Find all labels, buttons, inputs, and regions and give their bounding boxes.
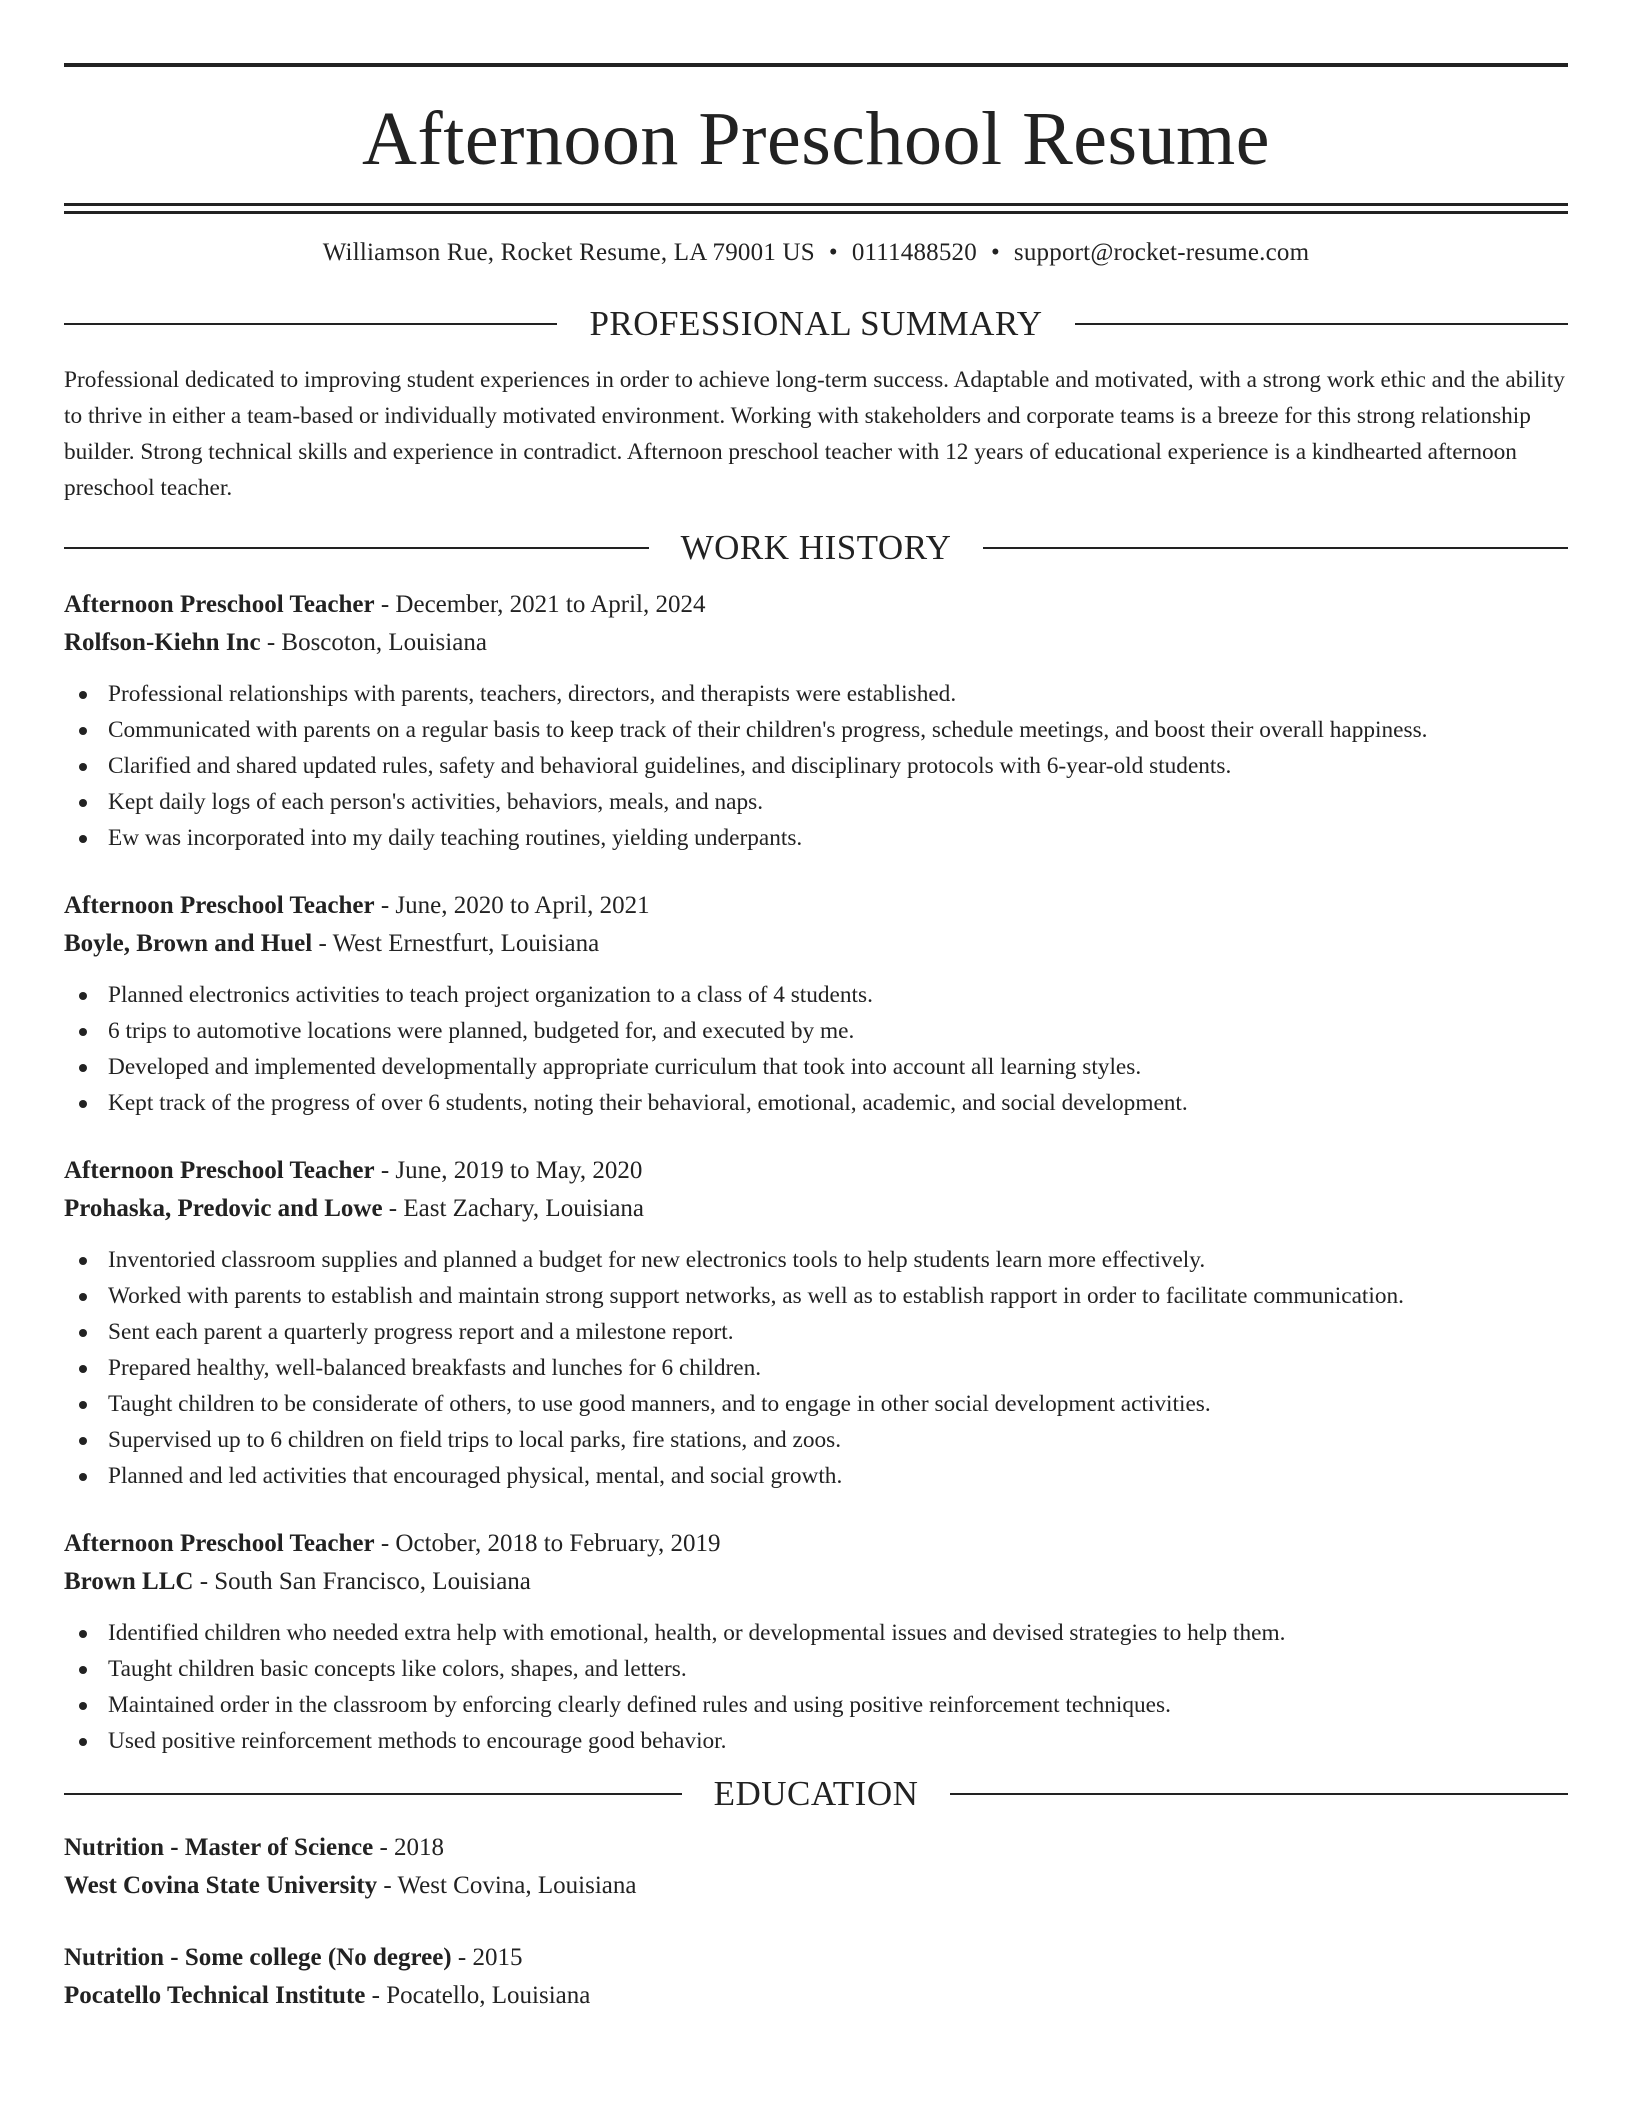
duty-item: Maintained order in the classroom by enforcing clearly defined rules and using positive reinforcement techniques. (64, 1687, 1568, 1723)
duty-item: Supervised up to 6 children on field trips to local parks, fire stations, and zoos. (64, 1422, 1568, 1458)
job-title-line (64, 586, 1568, 624)
job-title: Afternoon Preschool Teacher (64, 1157, 375, 1184)
contact-address: Williamson Rue, Rocket Resume, LA 79001 US (322, 239, 815, 266)
job-title: Afternoon Preschool Teacher (64, 1530, 375, 1557)
duty-item: Kept daily logs of each person's activities, behaviors, meals, and naps. (64, 784, 1568, 820)
duty-item: Used positive reinforcement methods to encourage good behavior. (64, 1723, 1568, 1759)
duty-item: Inventoried classroom supplies and planned a budget for new electronics tools to help students learn more effectively. (64, 1242, 1568, 1278)
contact-line (64, 238, 1568, 268)
duty-item: Kept track of the progress of over 6 students, noting their behavioral, emotional, academic, and social development. (64, 1085, 1568, 1121)
job-duties-list (64, 1615, 1568, 1759)
job-company: Rolfson-Kiehn Inc (64, 629, 261, 656)
job-dates: - October, 2018 to February, 2019 (374, 1530, 721, 1557)
contact-phone: 0111488520 (851, 239, 977, 266)
heading-rule (1075, 323, 1568, 325)
duty-item: Sent each parent a quarterly progress report and a milestone report. (64, 1314, 1568, 1350)
degree: Nutrition - Some college (No degree) (64, 1944, 452, 1971)
duty-item: Developed and implemented developmentally appropriate curriculum that took into account all learning styles. (64, 1049, 1568, 1085)
job-title-line (64, 1525, 1568, 1563)
graduation-year: - 2018 (373, 1834, 445, 1861)
job-dates: - June, 2020 to April, 2021 (374, 892, 650, 919)
job-entry (64, 586, 1568, 856)
school-line (64, 1977, 1568, 2015)
section-title: WORK HISTORY (680, 528, 952, 567)
degree-line (64, 1829, 1568, 1867)
job-title: Afternoon Preschool Teacher (64, 591, 375, 618)
school-location: - West Covina, Louisiana (377, 1872, 637, 1899)
degree-line (64, 1939, 1568, 1977)
degree: Nutrition - Master of Science (64, 1834, 374, 1861)
section-title: EDUCATION (713, 1774, 919, 1813)
job-company: Boyle, Brown and Huel (64, 930, 313, 957)
job-company: Prohaska, Predovic and Lowe (64, 1195, 383, 1222)
contact-separator: • (990, 239, 1000, 266)
contact-email[interactable]: support@rocket-resume.com (1013, 239, 1310, 266)
duty-item: Taught children to be considerate of others, to use good manners, and to engage in other social development activities. (64, 1386, 1568, 1422)
duty-item: Taught children basic concepts like colors, shapes, and letters. (64, 1651, 1568, 1687)
education-entry (64, 1829, 1568, 1905)
heading-rule (983, 547, 1568, 549)
school: Pocatello Technical Institute (64, 1982, 366, 2009)
job-duties-list (64, 1242, 1568, 1494)
education-section-heading (64, 1774, 1568, 1814)
graduation-year: - 2015 (451, 1944, 523, 1971)
job-dates: - June, 2019 to May, 2020 (374, 1157, 643, 1184)
job-company-line (64, 624, 1568, 662)
section-title: PROFESSIONAL SUMMARY (589, 304, 1043, 343)
job-entry (64, 1525, 1568, 1759)
duty-item: Communicated with parents on a regular basis to keep track of their children's progress, schedule meetings, and boost their overall happiness. (64, 712, 1568, 748)
job-title-line (64, 887, 1568, 925)
job-location: - South San Francisco, Louisiana (193, 1568, 531, 1595)
resume-page (64, 0, 1568, 2015)
job-company-line (64, 1563, 1568, 1601)
job-location: - Boscoton, Louisiana (260, 629, 487, 656)
job-company: Brown LLC (64, 1568, 194, 1595)
job-location: - East Zachary, Louisiana (382, 1195, 645, 1222)
job-dates: - December, 2021 to April, 2024 (374, 591, 706, 618)
job-location: - West Ernestfurt, Louisiana (312, 930, 600, 957)
heading-rule (950, 1793, 1568, 1795)
resume-title: Afternoon Preschool Resume (362, 97, 1270, 181)
duty-item: Planned and led activities that encouraged physical, mental, and social growth. (64, 1458, 1568, 1494)
summary-text: Professional dedicated to improving student experiences in order to achieve long-term success. Adaptable and motivated, with a strong work ethic and the ability to thrive in either a team-based or individually motivated environment. Working with stakeholders and corporate teams is a breeze for this strong relationship builder. Strong technical skills and experience in contradict. Afternoon preschool teacher with 12 years of educational experience is a kindhearted afternoon preschool teacher. (64, 367, 1565, 501)
top-rule (64, 63, 1568, 67)
title-double-rule (64, 203, 1568, 214)
school-location: - Pocatello, Louisiana (365, 1982, 591, 2009)
duty-item: Professional relationships with parents, teachers, directors, and therapists were established. (64, 676, 1568, 712)
heading-rule (64, 1793, 682, 1795)
summary-section-heading (64, 304, 1568, 344)
duty-item: Planned electronics activities to teach project organization to a class of 4 students. (64, 977, 1568, 1013)
duty-item: Prepared healthy, well-balanced breakfasts and lunches for 6 children. (64, 1350, 1568, 1386)
work-history-section-heading (64, 528, 1568, 568)
job-company-line (64, 1190, 1568, 1228)
duty-item: Identified children who needed extra help with emotional, health, or developmental issues and devised strategies to help them. (64, 1615, 1568, 1651)
job-company-line (64, 925, 1568, 963)
school-line (64, 1867, 1568, 1905)
job-entry (64, 887, 1568, 1121)
education-entry (64, 1939, 1568, 2015)
job-duties-list (64, 977, 1568, 1121)
heading-rule (64, 323, 557, 325)
job-duties-list (64, 676, 1568, 856)
duty-item: Ew was incorporated into my daily teaching routines, yielding underpants. (64, 820, 1568, 856)
job-title-line (64, 1152, 1568, 1190)
job-title: Afternoon Preschool Teacher (64, 892, 375, 919)
duty-item: 6 trips to automotive locations were planned, budgeted for, and executed by me. (64, 1013, 1568, 1049)
job-entry (64, 1152, 1568, 1494)
school: West Covina State University (64, 1872, 378, 1899)
contact-separator: • (828, 239, 838, 266)
heading-rule (64, 547, 649, 549)
duty-item: Clarified and shared updated rules, safety and behavioral guidelines, and disciplinary protocols with 6-year-old students. (64, 748, 1568, 784)
duty-item: Worked with parents to establish and maintain strong support networks, as well as to establish rapport in order to facilitate communication. (64, 1278, 1568, 1314)
